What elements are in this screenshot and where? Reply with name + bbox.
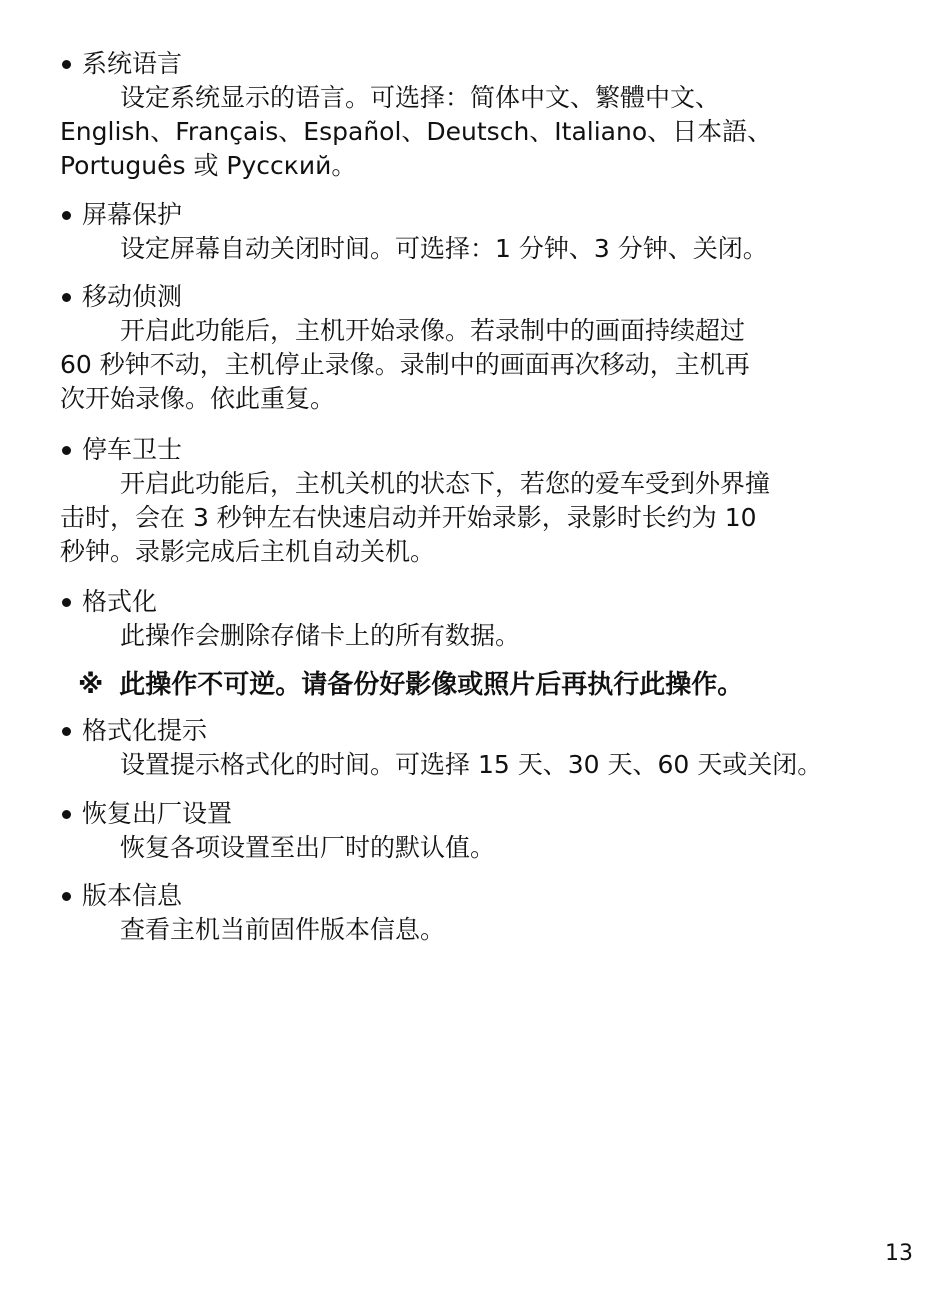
section-description [60, 913, 900, 947]
section-description [60, 81, 900, 183]
section-system-language [60, 47, 900, 183]
section-factory-reset [60, 797, 900, 865]
description-line: 设置提示格式化的时间。可选择 15 天、30 天、60 天或关闭。 [120, 750, 823, 779]
section-format-reminder [60, 714, 900, 782]
section-description [60, 831, 900, 865]
section-title: 屏幕保护 [82, 200, 183, 229]
description-line: 60 秒钟不动，主机停止录像。录制中的画面再次移动，主机再 [60, 350, 750, 379]
section-screensaver [60, 198, 900, 266]
description-line: 查看主机当前固件版本信息。 [120, 915, 446, 944]
format-warning [78, 667, 743, 703]
section-version-info [60, 879, 900, 947]
section-format [60, 585, 900, 653]
bullet-icon [62, 60, 71, 69]
description-line: 开启此功能后，主机关机的状态下，若您的爱车受到外界撞 [120, 469, 771, 498]
reference-mark-icon: ※ [78, 670, 104, 700]
warning-text: 此操作不可逆。请备份好影像或照片后再执行此操作。 [119, 670, 744, 700]
section-heading [60, 198, 900, 232]
section-heading [60, 433, 900, 467]
description-line: 开启此功能后，主机开始录像。若录制中的画面持续超过 [120, 316, 746, 345]
section-description [60, 232, 900, 266]
description-line: 击时，会在 3 秒钟左右快速启动并开始录影，录影时长约为 10 [60, 503, 757, 532]
section-title: 停车卫士 [82, 435, 183, 464]
bullet-icon [62, 211, 71, 220]
section-title: 恢复出厂设置 [82, 799, 233, 828]
section-title: 版本信息 [82, 881, 183, 910]
description-line: 秒钟。录影完成后主机自动关机。 [60, 537, 436, 566]
section-heading [60, 585, 900, 619]
section-heading [60, 879, 900, 913]
bullet-icon [62, 810, 71, 819]
section-title: 移动侦测 [82, 282, 183, 311]
bullet-icon [62, 892, 71, 901]
section-heading [60, 280, 900, 314]
bullet-icon [62, 446, 71, 455]
section-description [60, 314, 900, 416]
description-line: 设定系统显示的语言。可选择：简体中文、繁體中文、 [120, 83, 721, 112]
description-line: 次开始录像。依此重复。 [60, 384, 336, 413]
bullet-icon [62, 727, 71, 736]
section-title: 格式化提示 [82, 716, 208, 745]
section-description [60, 619, 900, 653]
description-line: 此操作会删除存储卡上的所有数据。 [120, 621, 521, 650]
section-parking-guard [60, 433, 900, 569]
description-line: Português 或 Русский。 [60, 151, 357, 180]
section-heading [60, 714, 900, 748]
bullet-icon [62, 293, 71, 302]
page-number: 13 [885, 1241, 913, 1266]
description-line: 设定屏幕自动关闭时间。可选择：1 分钟、3 分钟、关闭。 [120, 234, 768, 263]
description-line: 恢复各项设置至出厂时的默认值。 [120, 833, 496, 862]
bullet-icon [62, 598, 71, 607]
section-title: 格式化 [82, 587, 158, 616]
description-line: English、Français、Español、Deutsch、Italiano、日本語、 [60, 117, 773, 146]
section-heading [60, 797, 900, 831]
section-description [60, 467, 900, 569]
section-title: 系统语言 [82, 49, 183, 78]
section-motion-detection [60, 280, 900, 416]
section-description [60, 748, 900, 782]
section-heading [60, 47, 900, 81]
